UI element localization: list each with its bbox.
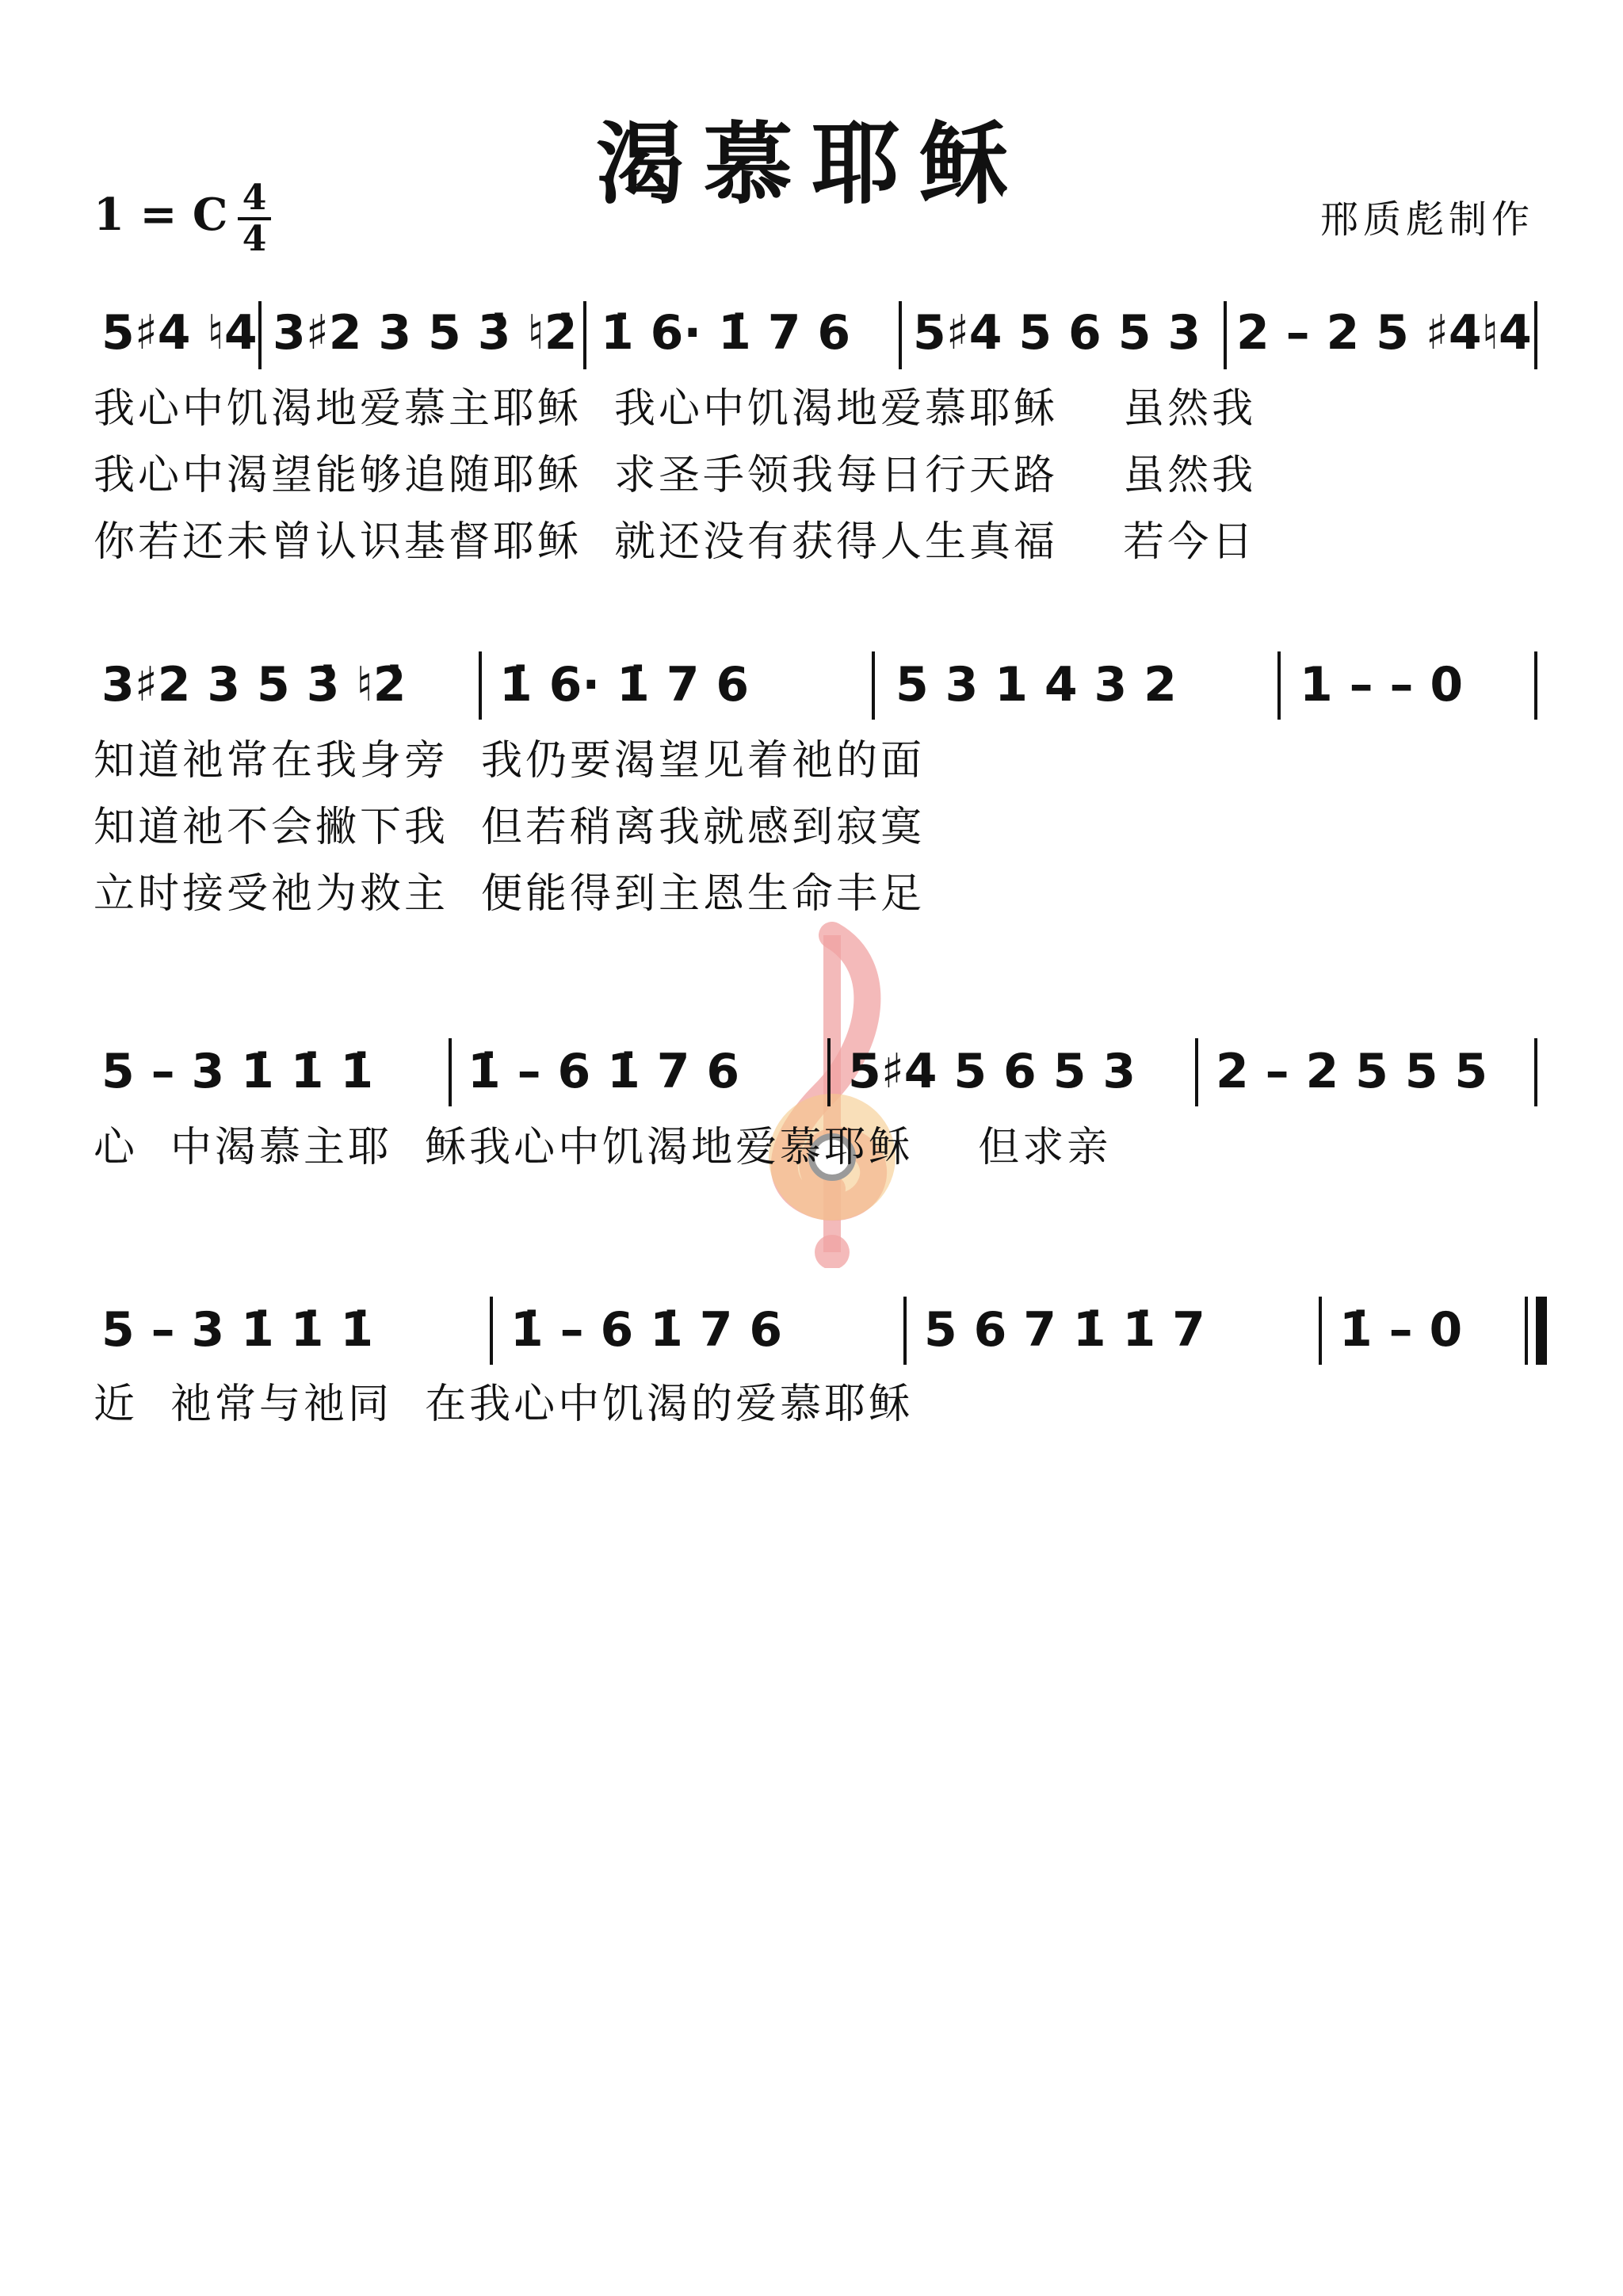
lyric-line: 我心中饥渴地爱慕主耶稣 我心中饥渴地爱慕耶稣 虽然我 <box>94 385 1257 433</box>
barline <box>1534 651 1537 720</box>
measure: 5 – 3 1̇ 1̇ 1̇ <box>101 1044 374 1099</box>
lyric-line: 近 祂常与祂同 在我心中饥渴的爱慕耶稣 <box>94 1381 914 1428</box>
measure: 1̇ – 6 1̇ 7 6 <box>468 1044 740 1099</box>
lyric-line: 立时接受祂为救主 便能得到主恩生命丰足 <box>94 870 926 918</box>
barline <box>1319 1297 1322 1365</box>
measure: 1 – – 0 <box>1300 657 1464 712</box>
barline <box>872 651 875 720</box>
measure: 2 – 2 5 ♯4♮4 <box>1236 305 1532 361</box>
page-title: 渴慕耶稣 <box>596 113 1027 216</box>
final-barline <box>1536 1297 1547 1365</box>
measure: 1̇ 6· 1̇ 7 6 <box>601 305 851 361</box>
measure: 5 – 3 1̇ 1̇ 1̇ <box>101 1302 374 1358</box>
measure: 1̇ – 0 <box>1339 1302 1463 1358</box>
author-credit: 邢质彪制作 <box>1319 197 1534 242</box>
time-signature-top: 4 <box>242 178 267 218</box>
measure: 2 – 2 5 5 5 <box>1216 1044 1488 1099</box>
barline <box>583 301 586 369</box>
barline <box>899 301 902 369</box>
measure: 1̇ – 6 1̇ 7 6 <box>510 1302 783 1358</box>
measure: 5♯4 5 6 5 3 <box>848 1044 1136 1099</box>
measure: 5♯4 5 6 5 3 <box>913 305 1201 361</box>
barline <box>479 651 482 720</box>
key-signature: 1 = C <box>94 189 228 241</box>
barline <box>827 1038 831 1106</box>
lyric-line: 我心中渴望能够追随耶稣 求圣手领我每日行天路 虽然我 <box>94 452 1257 499</box>
barline <box>1534 301 1537 369</box>
lyric-line: 知道祂不会撇下我 但若稍离我就感到寂寞 <box>94 804 926 851</box>
barline <box>449 1038 452 1106</box>
barline <box>1534 1038 1537 1106</box>
measure: 3♯2 3 5 3̇ ♮2̇ <box>101 657 407 712</box>
barline <box>1525 1297 1528 1365</box>
lyric-line: 你若还未曾认识基督耶稣 就还没有获得人生真福 若今日 <box>94 518 1257 566</box>
measure: 5♯4 ♮4 <box>101 305 258 361</box>
lyric-line: 心 中渴慕主耶 稣我心中饥渴地爱慕耶稣 但求亲 <box>94 1124 1112 1171</box>
barline <box>1224 301 1227 369</box>
time-signature <box>235 178 274 259</box>
measure: 1̇ 6· 1̇ 7 6 <box>499 657 750 712</box>
barline <box>1277 651 1281 720</box>
barline <box>490 1297 493 1365</box>
time-signature-bottom: 4 <box>242 219 267 259</box>
barline <box>258 301 262 369</box>
barline <box>1195 1038 1198 1106</box>
lyric-line: 知道祂常在我身旁 我仍要渴望见着祂的面 <box>94 737 926 785</box>
measure: 3♯2 3 5 3̇ ♮2̇ <box>273 305 578 361</box>
measure: 5 3 1 4 3 2 <box>896 657 1177 712</box>
barline <box>903 1297 907 1365</box>
measure: 5 6 7 1̇ 1̇ 7 <box>924 1302 1205 1358</box>
